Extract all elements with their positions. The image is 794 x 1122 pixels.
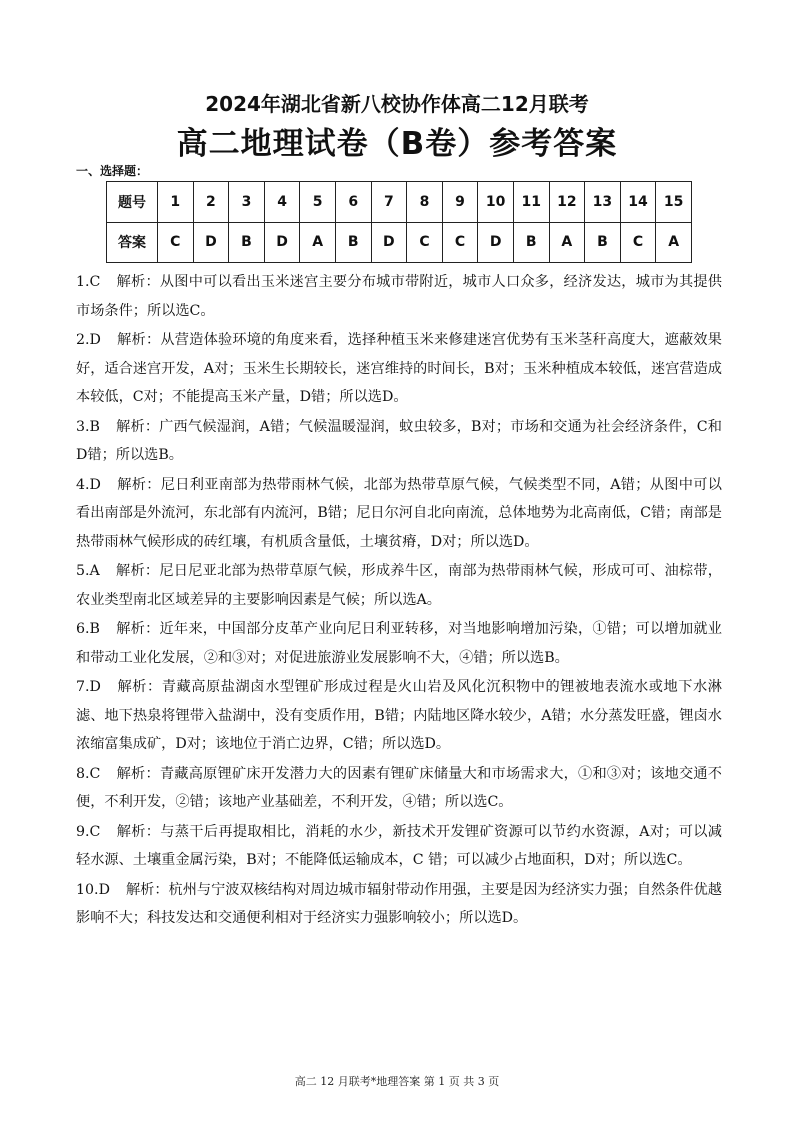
- question-number: 15: [656, 182, 692, 223]
- explanation-text: 解析：尼日利亚南部为热带雨林气候，北部为热带草原气候，气候类型不同，A错；从图中可以看出南部是外流河，东北部有内流河，B错；尼日尔河自北向南流，总体地势为北高南低，C错；南部是热带雨林气候形成的砖红壤，有机质含量低，土壤贫瘠，D对；所以选D。: [76, 476, 722, 550]
- answer-cell: C: [407, 222, 443, 263]
- explanation-item: [76, 268, 722, 325]
- paper-title: 高二地理试卷（B卷）参考答案: [176, 126, 618, 162]
- explanation-number: 7.D: [76, 679, 101, 695]
- question-number: 4: [264, 182, 300, 223]
- explanation-item: [76, 818, 722, 875]
- question-number: 8: [407, 182, 443, 223]
- explanation-item: [76, 326, 722, 412]
- explanation-number: 2.D: [76, 332, 101, 348]
- explanation-number: 10.D: [76, 881, 110, 898]
- question-number: 10: [478, 182, 514, 223]
- explanation-number: 8.C: [76, 765, 101, 782]
- answer-row: [107, 222, 692, 263]
- page-footer: 高二 12 月联考*地理答案 第 1 页 共 3 页: [294, 1075, 500, 1088]
- explanation-text: 解析：青藏高原盐湖卤水型锂矿形成过程是火山岩及风化沉积物中的锂被地表流水或地下水淋滤、地下热泉将锂带入盐湖中，没有变质作用，B错；内陆地区降水较少，A错；水分蒸发旺盛，锂卤水浓缩富集成矿，D对；该地位于消亡边界，C错；所以选D。: [76, 679, 722, 752]
- explanation-item: [76, 615, 722, 672]
- question-number: 9: [442, 182, 478, 223]
- answer-cell: C: [158, 222, 194, 263]
- section-label: 一、选择题：: [76, 164, 149, 178]
- question-number: 13: [585, 182, 621, 223]
- answer-cell: B: [229, 222, 265, 263]
- answer-cell: C: [442, 222, 478, 263]
- explanation-number: 9.C: [76, 823, 101, 840]
- explanation-text: 解析：近年来，中国部分皮革产业向尼日利亚转移，对当地影响增加污染，①错；可以增加就业和带动工业化发展，②和③对；对促进旅游业发展影响不大，④错；所以选B。: [76, 621, 722, 666]
- answer-cell: A: [549, 222, 585, 263]
- question-number: 1: [158, 182, 194, 223]
- answer-cell: A: [656, 222, 692, 263]
- explanation-number: 4.D: [76, 476, 101, 493]
- answer-cell: D: [478, 222, 514, 263]
- answer-cell: D: [193, 222, 229, 263]
- explanation-text: 解析：与蒸干后再提取相比，消耗的水少，新技术开发锂矿资源可以节约水资源，A对；可以减轻水源、土壤重金属污染，B对；不能降低运输成本，C 错；可以减少占地面积，D对；所以选C。: [76, 823, 722, 868]
- question-number: 3: [229, 182, 265, 223]
- explanation-number: 5.A: [76, 563, 100, 579]
- explanation-text: 解析：从图中可以看出玉米迷宫主要分布城市带附近，城市人口众多，经济发达，城市为其提供市场条件；所以选C。: [76, 274, 722, 319]
- answer-cell: C: [620, 222, 656, 263]
- question-number: 12: [549, 182, 585, 223]
- explanation-text: 解析：广西气候湿润，A错；气候温暖湿润，蚊虫较多，B对；市场和交通为社会经济条件，C和D错；所以选B。: [76, 418, 722, 463]
- question-number: 2: [193, 182, 229, 223]
- explanation-number: 6.B: [76, 621, 100, 637]
- answer-cell: B: [513, 222, 549, 263]
- answer-table: [106, 181, 692, 263]
- explanation-item: [76, 413, 722, 470]
- question-number: 14: [620, 182, 656, 223]
- explanation-number: 1.C: [76, 274, 101, 290]
- explanation-item: [76, 673, 722, 759]
- explanation-text: 解析：青藏高原锂矿床开发潜力大的因素有锂矿床储量大和市场需求大，①和③对；该地交通不便，不利开发，②错；该地产业基础差，不利开发，④错；所以选C。: [76, 765, 722, 810]
- question-number-row: [107, 182, 692, 223]
- answer-cell: B: [335, 222, 371, 263]
- row-label-answer: 答案: [107, 222, 158, 263]
- explanation-list: [76, 268, 722, 934]
- explanation-item: [76, 557, 722, 614]
- explanation-number: 3.B: [76, 418, 100, 435]
- explanation-item: [76, 471, 722, 557]
- exam-title: 2024年湖北省新八校协作体高二12月联考: [205, 92, 589, 116]
- explanation-text: 解析：尼日尼亚北部为热带草原气候，形成养牛区，南部为热带雨林气候，形成可可、油棕带，农业类型南北区域差异的主要影响因素是气候；所以选A。: [76, 563, 722, 608]
- question-number: 5: [300, 182, 336, 223]
- row-label-question: 题号: [107, 182, 158, 223]
- answer-cell: D: [371, 222, 407, 263]
- question-number: 11: [513, 182, 549, 223]
- answer-cell: A: [300, 222, 336, 263]
- explanation-item: [76, 876, 722, 933]
- question-number: 7: [371, 182, 407, 223]
- explanation-text: 解析：杭州与宁波双核结构对周边城市辐射带动作用强，主要是因为经济实力强；自然条件优越影响不大；科技发达和交通便利相对于经济实力强影响较小；所以选D。: [76, 881, 722, 926]
- answer-cell: B: [585, 222, 621, 263]
- explanation-text: 解析：从营造体验环境的角度来看，选择种植玉米来修建迷宫优势有玉米茎秆高度大，遮蔽效果好，适合迷宫开发，A对；玉米生长期较长，迷宫维持的时间长，B对；玉米种植成本较低，迷宫营造成本较低，C对；不能提高玉米产量，D错；所以选D。: [76, 332, 722, 405]
- explanation-item: [76, 760, 722, 817]
- question-number: 6: [335, 182, 371, 223]
- answer-cell: D: [264, 222, 300, 263]
